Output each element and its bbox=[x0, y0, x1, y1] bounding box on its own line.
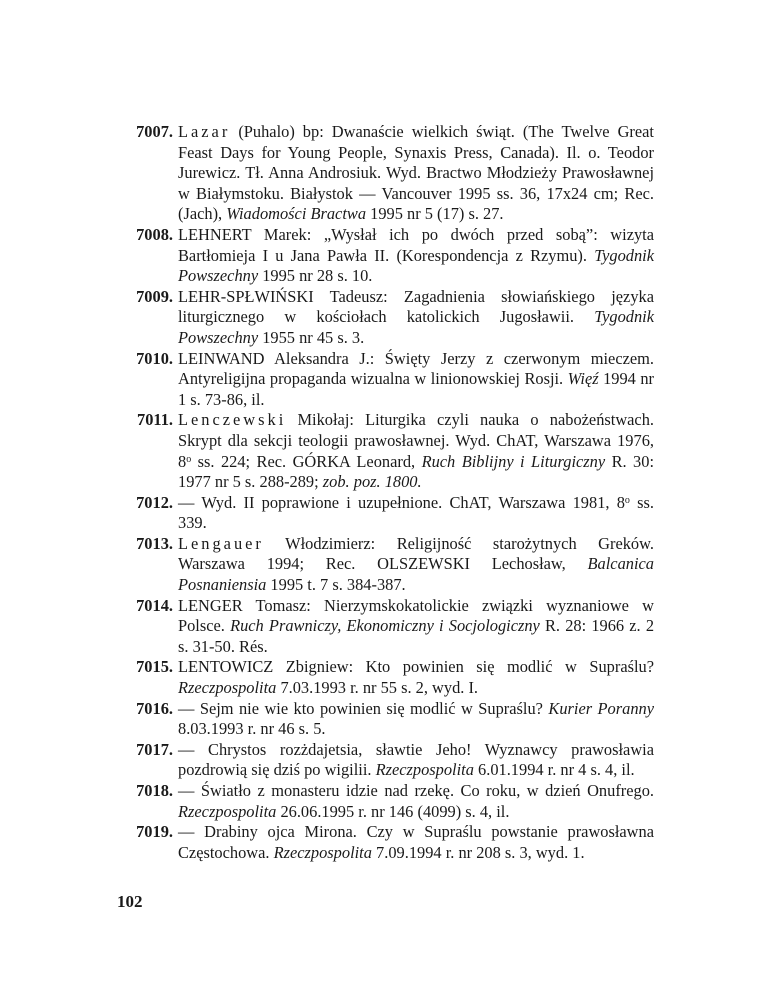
entry-number: 7015. bbox=[136, 657, 173, 677]
bibliography-entry bbox=[118, 657, 654, 698]
entry-number: 7016. bbox=[136, 698, 173, 718]
bibliography-list bbox=[118, 122, 654, 863]
source-title: Wiadomości Bractwa bbox=[226, 204, 367, 224]
entry-tail: 1995 t. 7 s. 384-387. bbox=[266, 575, 406, 595]
bibliography-entry bbox=[118, 781, 654, 822]
entry-number: 7007. bbox=[136, 122, 173, 141]
source-title: Ruch Biblijny i Liturgiczny bbox=[421, 451, 606, 471]
entry-text: (Puhalo) bp: Dwanaście wielkich świąt. (The Twelve Great Feast Days for Young People, Synaxis Press, Canada). Il. o. Teodor Jurewicz. Tł. Anna Androsiuk. Wyd. Bractwo Młodzieży Prawosławnej w Białymstoku. Białystok — Vancouver 1995 ss. 36, 17x24 cm; Rec. (Jach), bbox=[178, 122, 654, 224]
entry-text: LENTOWICZ Zbigniew: Kto powinien się modlić w Supraślu? bbox=[178, 657, 654, 677]
source-title: Rzeczpospolita bbox=[178, 801, 277, 821]
entry-number: 7011. bbox=[137, 410, 173, 430]
format-superscript: o bbox=[186, 453, 192, 465]
bibliography-entry bbox=[118, 596, 654, 658]
bibliography-entry bbox=[118, 349, 654, 411]
author-surname: Lenczewski bbox=[178, 410, 287, 430]
entry-tail: 1995 nr 28 s. 10. bbox=[258, 266, 373, 286]
entry-number: 7008. bbox=[136, 224, 173, 244]
entry-number: 7010. bbox=[136, 348, 173, 368]
entry-tail: 8.03.1993 r. nr 46 s. 5. bbox=[178, 719, 326, 739]
entry-number: 7013. bbox=[136, 533, 173, 553]
entry-tail: 7.03.1993 r. nr 55 s. 2, wyd. I. bbox=[276, 678, 479, 698]
entry-tail: R. 30: 1977 nr 5 s. 288-289; bbox=[178, 451, 655, 492]
entry-text: — Drabiny ojca Mirona. Czy w Supraślu powstanie prawosławna Częstochowa. bbox=[178, 822, 654, 862]
bibliography-entry bbox=[118, 699, 654, 740]
source-title: Rzeczpospolita bbox=[375, 760, 474, 780]
bibliography-entry bbox=[118, 534, 654, 596]
bibliography-entry bbox=[118, 410, 654, 492]
entry-text: — Sejm nie wie kto powinien się modlić w Supraślu? bbox=[178, 698, 549, 718]
entry-text: — Światło z monasteru idzie nad rzekę. Co roku, w dzień Onufrego. bbox=[178, 781, 654, 800]
cross-reference: zob. poz. 1800. bbox=[322, 472, 422, 492]
bibliography-entry bbox=[118, 740, 654, 781]
entry-tail: ss. 339. bbox=[178, 492, 655, 533]
entry-number: 7019. bbox=[136, 822, 173, 842]
entry-number: 7009. bbox=[136, 286, 173, 306]
format-superscript: o bbox=[624, 494, 630, 506]
entry-tail: 7.09.1994 r. nr 208 s. 3, wyd. 1. bbox=[371, 842, 585, 862]
entry-number: 7012. bbox=[136, 492, 173, 512]
entry-tail: 1994 nr 1 s. 73-86, il. bbox=[178, 369, 654, 409]
entry-text: — Chrystos rozżdajetsia, sławtie Jeho! Wyznawcy prawosławia pozdrowią się dziś po wigilii. bbox=[178, 739, 654, 780]
author-surname: Lazar bbox=[178, 122, 231, 141]
entry-text: LEHNERT Marek: „Wysłał ich po dwóch przed sobą”: wizyta Bartłomieja I u Jana Pawła II. (Korespondencja z Rzymu). bbox=[178, 224, 654, 265]
entry-text: LEINWAND Aleksandra J.: Święty Jerzy z czerwonym mieczem. Antyreligijna propaganda wizualna w linionowskiej Rosji. bbox=[178, 348, 654, 389]
source-title: Tygodnik Powszechny bbox=[178, 307, 654, 347]
bibliography-entry bbox=[118, 822, 654, 863]
bibliography-entry bbox=[118, 287, 654, 349]
entry-tail: 6.01.1994 r. nr 4 s. 4, il. bbox=[473, 760, 635, 780]
entry-number: 7014. bbox=[136, 595, 173, 615]
source-title: Więź bbox=[567, 369, 599, 389]
bibliography-entry bbox=[118, 225, 654, 287]
source-title: Rzeczpospolita bbox=[273, 842, 372, 862]
page-number: 102 bbox=[117, 892, 143, 911]
entry-number: 7018. bbox=[136, 781, 173, 800]
entry-text: LENGER Tomasz: Nierzymskokatolickie związki wyznaniowe w Polsce. bbox=[178, 595, 654, 636]
entry-text: Mikołaj: Liturgika czyli nauka o nabożeństwach. Skrypt dla sekcji teologii prawosławnej. Wyd. ChAT, Warszawa 1976, 8 bbox=[178, 410, 654, 471]
entry-tail: 1955 nr 45 s. 3. bbox=[258, 327, 365, 347]
entry-tail: 1995 nr 5 (17) s. 27. bbox=[366, 204, 504, 224]
bibliography-entry bbox=[118, 493, 654, 534]
bibliography-entry bbox=[118, 122, 654, 225]
entry-text: LEHR-SPŁWIŃSKI Tadeusz: Zagadnienia słowiańskiego języka liturgicznego w kościołach katolickich Jugosławii. bbox=[178, 286, 654, 327]
entry-text: — Wyd. II poprawione i uzupełnione. ChAT, Warszawa 1981, 8 bbox=[178, 492, 625, 512]
entry-tail: 26.06.1995 r. nr 146 (4099) s. 4, il. bbox=[276, 801, 510, 821]
entry-text: Włodzimierz: Religijność starożytnych Greków. Warszawa 1994; Rec. OLSZEWSKI Lechosław, bbox=[178, 533, 654, 574]
author-surname: Lengauer bbox=[178, 533, 264, 553]
source-title: Balcanica Posnaniensia bbox=[178, 554, 654, 595]
source-title: Ruch Prawniczy, Ekonomiczny i Socjologiczny bbox=[230, 616, 540, 636]
source-title: Tygodnik Powszechny bbox=[178, 245, 654, 286]
entry-text-2: ss. 224; Rec. GÓRKA Leonard, bbox=[191, 451, 422, 471]
source-title: Kurier Poranny bbox=[548, 698, 654, 718]
entry-number: 7017. bbox=[136, 739, 173, 759]
source-title: Rzeczpospolita bbox=[178, 678, 277, 698]
entry-tail: R. 28: 1966 z. 2 s. 31-50. Rés. bbox=[178, 616, 655, 656]
